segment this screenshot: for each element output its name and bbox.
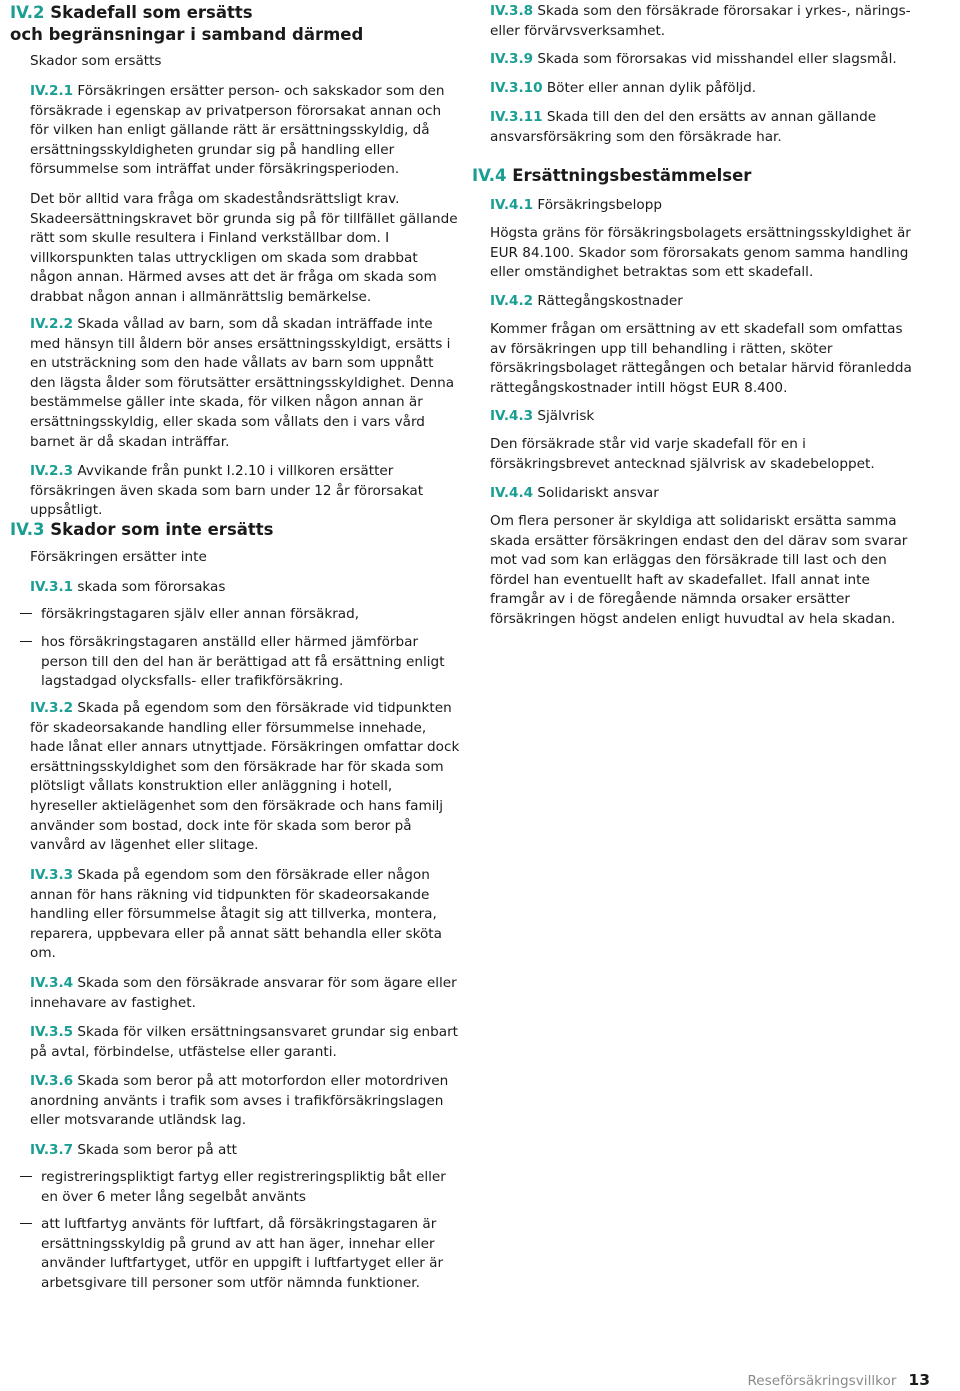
clause-iv39: IV.3.9 Skada som förorsakas vid misshandel eller slagsmål.: [490, 51, 897, 67]
clause-iv43: IV.4.3 Självrisk: [490, 408, 595, 424]
clause-iv33: IV.3.3 Skada på egendom som den försäkrade eller någon annan för hans räkning vid tidpunkten för skadeorsakande handling eller försummelse åtagit sig att tillverka, montera, reparera, uppbevara eller på annat sätt behandla eller sköta om.: [30, 867, 442, 962]
clause-iv41: IV.4.1 Försäkringsbelopp: [490, 197, 662, 213]
list-item: registreringspliktigt fartyg eller registreringspliktig båt eller en över 6 meter lång segelbåt använts: [20, 1168, 460, 1207]
clause-iv32: IV.3.2 Skada på egendom som den försäkrade vid tidpunkten för skadeorsakande handling eller försummelse innehade, hade lånat eller annars utnyttjade. Försäkringen omfattar dock ersättningsskyldighet som den försäkrade har för skada som plötsligt vållats konstruktion eller anläggning i hotell, hyreseller aktielägenhet som den försäkrade och hans familj använder som bostad, dock inte för skada som beror på vanvård av lägenhet eller slitage.: [30, 700, 460, 854]
clause-iv310: IV.3.10 Böter eller annan dylik påföljd.: [490, 80, 757, 96]
clause-iv311: IV.3.11 Skada till den del den ersätts av annan gällande ansvarsförsäkring som den försäkrade har.: [490, 109, 877, 145]
paragraph-skadestand: Det bör alltid vara fråga om skadeståndsrättsligt krav. Skadeersättningskravet bör grunda sig på för tillfället gällande rätt som skulle resultera i Finland verkställbar dom. I villkorspunkten talas uttryckligen om skada som drabbat någon annan. Härmed avses att det är fråga om skada som drabbat någon annan i allmänrättslig bemärkelse.: [30, 191, 458, 305]
clause-iv35: IV.3.5 Skada för vilken ersättningsansvaret grundar sig enbart på avtal, förbindelse, utfästelse eller garanti.: [30, 1024, 459, 1060]
dash-bullet: [20, 1168, 41, 1207]
page-number: 13: [908, 1371, 930, 1389]
clause-iv38: IV.3.8 Skada som den försäkrade förorsakar i yrkes-, närings- eller förvärvsverksamhet.: [490, 3, 911, 39]
clause-iv31: IV.3.1 skada som förorsakas: [30, 579, 226, 595]
clause-iv21: IV.2.1 Försäkringen ersätter person- och sakskador som den försäkrade i egenskap av privatperson förorsakat annan och för vilken han enligt gällande rätt är ersättningsskyldig, då ersättningsskyldigheten grundar sig på handling eller försummelse som inträffat under försäkringsperioden.: [30, 83, 445, 178]
clause-iv34: IV.3.4 Skada som den försäkrade ansvarar för som ägare eller innehavare av fastighet.: [30, 975, 457, 1011]
clause-iv42: IV.4.2 Rättegångskostnader: [490, 293, 683, 309]
section-heading-iv4: IV.4 Ersättningsbestämmelser: [472, 166, 752, 185]
clause-iv37: IV.3.7 Skada som beror på att: [30, 1142, 238, 1158]
paragraph-iv44: Om flera personer är skyldiga att solidariskt ersätta samma skada ersätter försäkringen endast den del därav som svarar mot vad som kan erläggas den försäkrade till last och den fördel han eventuellt haft av skadefallet. Ifall annat inte framgår av i de föregående nämnda orsaker ersätter försäkringen högst andelen enligt huvudtal av hela skadan.: [490, 513, 908, 627]
paragraph-iv43: Den försäkrade står vid varje skadefall för en i försäkringsbrevet antecknad självrisk av skadebeloppet.: [490, 436, 875, 472]
clause-iv22: IV.2.2 Skada vållad av barn, som då skadan inträffade inte med hänsyn till åldern bör anses ersättningsskyldigt, ersätts i en utsträckning som den hade vållats av barn som uppnått den lägsta ålder som förutsätter ersättningsskyldighet. Denna bestämmelse gäller inte skada, för vilken någon annan är ersättningsskyldig, eller skada som vållats den i vars vård barnet är då skadan inträffar.: [30, 316, 455, 450]
page-footer: [747, 1371, 930, 1389]
subheading-ersatter-inte: Försäkringen ersätter inte: [30, 549, 207, 565]
dash-bullet: [20, 605, 41, 625]
footer-title: Reseförsäkringsvillkor: [747, 1373, 897, 1389]
paragraph-iv41: Högsta gräns för försäkringsbolagets ersättningsskyldighet är EUR 84.100. Skador som förorsakats genom samma handling eller omständighet betraktas som ett skadefall.: [490, 225, 911, 281]
dash-bullet: [20, 1215, 41, 1293]
section-heading-iv2: IV.2 Skadefall som ersätts och begränsningar i samband därmed: [10, 3, 364, 44]
list-item: hos försäkringstagaren anställd eller härmed jämförbar person till den del han är berättigad att få ersättning enligt lagstadgad olycksfalls- eller trafikförsäkring.: [20, 633, 460, 692]
dash-bullet: [20, 633, 41, 692]
clause-iv36: IV.3.6 Skada som beror på att motorfordon eller motordriven anordning använts i trafik som avses i trafikförsäkringslagen eller motsvarande utländsk lag.: [30, 1073, 449, 1129]
list-item: att luftfartyg använts för luftfart, då försäkringstagaren är ersättningsskyldig på grund av att han äger, innehar eller använder luftfartyget, utför en uppgift i luftfartyget eller är arbetsgivare till personer som utför nämnda funktioner.: [20, 1215, 460, 1293]
subheading-skador-som-ersatts: Skador som ersätts: [30, 53, 162, 69]
section-heading-iv3: IV.3 Skador som inte ersätts: [10, 520, 274, 539]
list-item: försäkringstagaren själv eller annan försäkrad,: [20, 605, 460, 625]
clause-iv44: IV.4.4 Solidariskt ansvar: [490, 485, 659, 501]
clause-iv23: IV.2.3 Avvikande från punkt I.2.10 i villkoren ersätter försäkringen även skada som barn under 12 år förorsakat uppsåtligt.: [30, 463, 424, 519]
paragraph-iv42: Kommer frågan om ersättning av ett skadefall som omfattas av försäkringen upp till behandling i rätten, sköter försäkringsbolaget rättegången och betalar härvid föranledda rättegångskostnader intill högst EUR 8.400.: [490, 321, 912, 396]
